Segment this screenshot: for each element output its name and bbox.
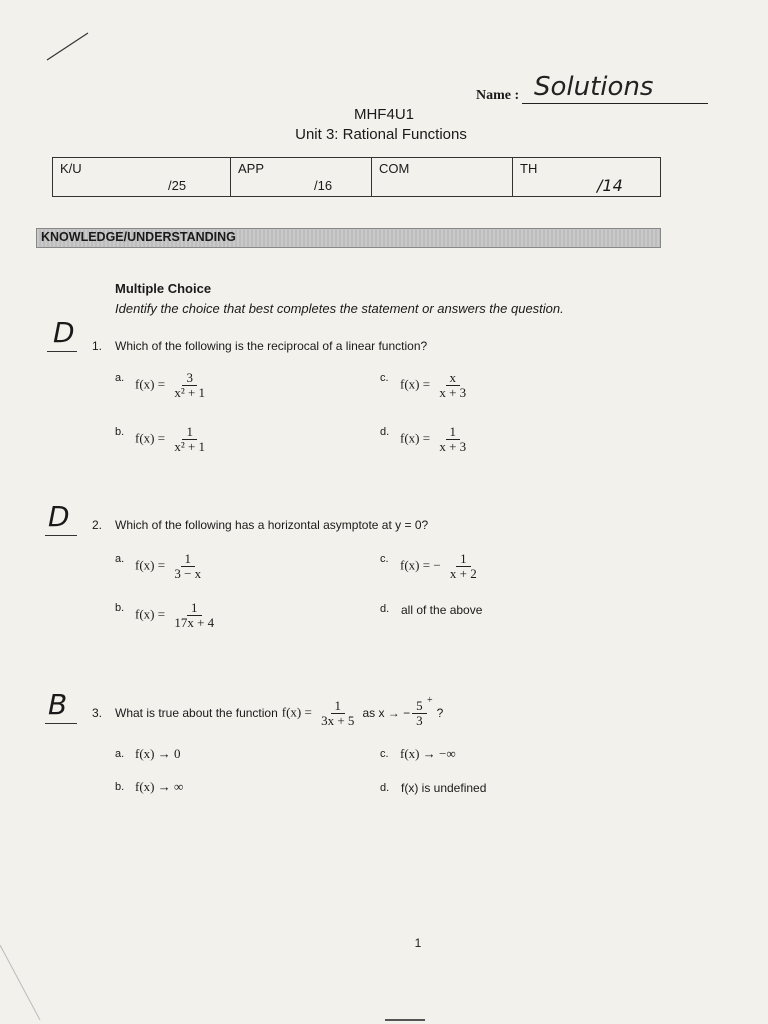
q2-option-a-letter: a. [115, 553, 125, 565]
q2-number: 2. [92, 518, 103, 532]
pencil-mark [44, 30, 94, 64]
fraction-denominator: x + 3 [439, 439, 467, 454]
q3-option-a: f(x) → 0 [135, 746, 181, 761]
fraction-denominator: x + 3 [439, 385, 467, 400]
fraction-denominator: 3x + 5 [321, 712, 355, 728]
section-title: KNOWLEDGE/UNDERSTANDING [41, 230, 236, 244]
q3-option-c-letter: c. [380, 748, 389, 760]
q1-option-a-letter: a. [115, 372, 125, 384]
fraction-numerator: 1 [446, 425, 461, 440]
q1-option-b [135, 425, 211, 454]
q1-option-c [400, 371, 472, 400]
fraction-denominator: 3 − x [174, 566, 202, 581]
fraction-denominator: 17x + 4 [174, 615, 215, 630]
option-lhs: f(x) = [400, 376, 431, 392]
fraction-numerator: x [446, 371, 461, 386]
q1-option-a [135, 371, 211, 400]
fraction-denominator: x + 2 [449, 566, 477, 581]
mc-heading: Multiple Choice [115, 281, 212, 296]
q3-text-mid: as x → − [362, 706, 411, 720]
q1-option-c-letter: c. [380, 372, 389, 384]
q2-text: Which of the following has a horizontal asymptote at y = 0? [115, 518, 429, 532]
fraction-denominator: x² + 1 [174, 385, 206, 400]
q1-answer: D [53, 316, 75, 349]
q2-option-c [400, 552, 483, 581]
name-label: Name : [476, 88, 520, 103]
score-label: APP [238, 161, 265, 176]
q3-function [282, 699, 361, 728]
q2-option-d-letter: d. [380, 603, 390, 615]
name-underline [522, 103, 708, 104]
q2-option-a [135, 552, 207, 581]
answer-line [45, 535, 77, 536]
section-header [36, 228, 661, 248]
fraction-numerator: 1 [187, 601, 202, 616]
answer-line [47, 351, 77, 352]
limit-superscript: + [426, 694, 433, 706]
score-label: TH [520, 161, 538, 176]
q2-option-c-letter: c. [380, 553, 389, 565]
unit-title: Unit 3: Rational Functions [295, 126, 467, 143]
q1-text: Which of the following is the reciprocal of a linear function? [115, 339, 428, 353]
function-lhs: f(x) = [281, 703, 312, 719]
score-value: /14 [597, 176, 623, 195]
fraction-denominator: x² + 1 [174, 439, 206, 454]
q1-option-b-letter: b. [115, 426, 125, 438]
q3-number: 3. [92, 706, 103, 720]
fraction-numerator: 1 [181, 552, 196, 567]
score-cell-com [372, 158, 513, 197]
q3-text-end: ? [436, 706, 444, 720]
q2-option-b-letter: b. [115, 602, 125, 614]
answer-line [45, 723, 77, 724]
score-label: K/U [60, 161, 82, 176]
course-code: MHF4U1 [353, 106, 414, 123]
score-cell-app [231, 158, 372, 197]
fraction-numerator: 3 [182, 371, 197, 386]
q1-number: 1. [92, 339, 103, 353]
scan-artifact [0, 940, 60, 1024]
scan-artifact [385, 1019, 425, 1021]
fraction-numerator: 1 [331, 699, 346, 714]
mc-instructions: Identify the choice that best completes the statement or answers the question. [115, 301, 564, 316]
score-cell-ku [53, 158, 231, 197]
page-number: 1 [414, 936, 422, 950]
score-value: /16 [314, 178, 333, 193]
q3-option-c: f(x) → −∞ [400, 746, 456, 761]
q2-option-d: all of the above [401, 603, 483, 617]
fraction-numerator: 1 [182, 425, 197, 440]
score-label: COM [379, 161, 410, 176]
q3-text-pre: What is true about the function [115, 706, 278, 720]
option-lhs: f(x) = [135, 557, 166, 573]
q1-option-d [400, 425, 472, 454]
q2-answer: D [48, 500, 70, 533]
q3-option-b-letter: b. [115, 781, 125, 793]
option-lhs: f(x) = [135, 430, 166, 446]
q3-answer: B [48, 688, 68, 721]
score-table [52, 157, 661, 197]
limit-fraction [412, 694, 433, 728]
q3-text [115, 695, 443, 731]
option-lhs: f(x) = [135, 606, 166, 622]
q3-option-d-letter: d. [380, 782, 390, 794]
q3-option-d: f(x) is undefined [401, 781, 487, 795]
score-cell-th [513, 158, 661, 197]
q3-option-b: f(x) → ∞ [135, 779, 184, 794]
q3-option-a-letter: a. [115, 748, 125, 760]
fraction-numerator: 1 [456, 552, 471, 567]
score-value: /25 [168, 178, 187, 193]
option-lhs: f(x) = [135, 376, 166, 392]
fraction-numerator: 5 [412, 699, 427, 714]
option-lhs: f(x) = [400, 430, 431, 446]
q2-option-b [135, 601, 220, 630]
q1-option-d-letter: d. [380, 426, 390, 438]
handwritten-name: Solutions [534, 72, 654, 102]
fraction-denominator: 3 [416, 712, 423, 728]
option-lhs: f(x) = − [400, 557, 441, 573]
